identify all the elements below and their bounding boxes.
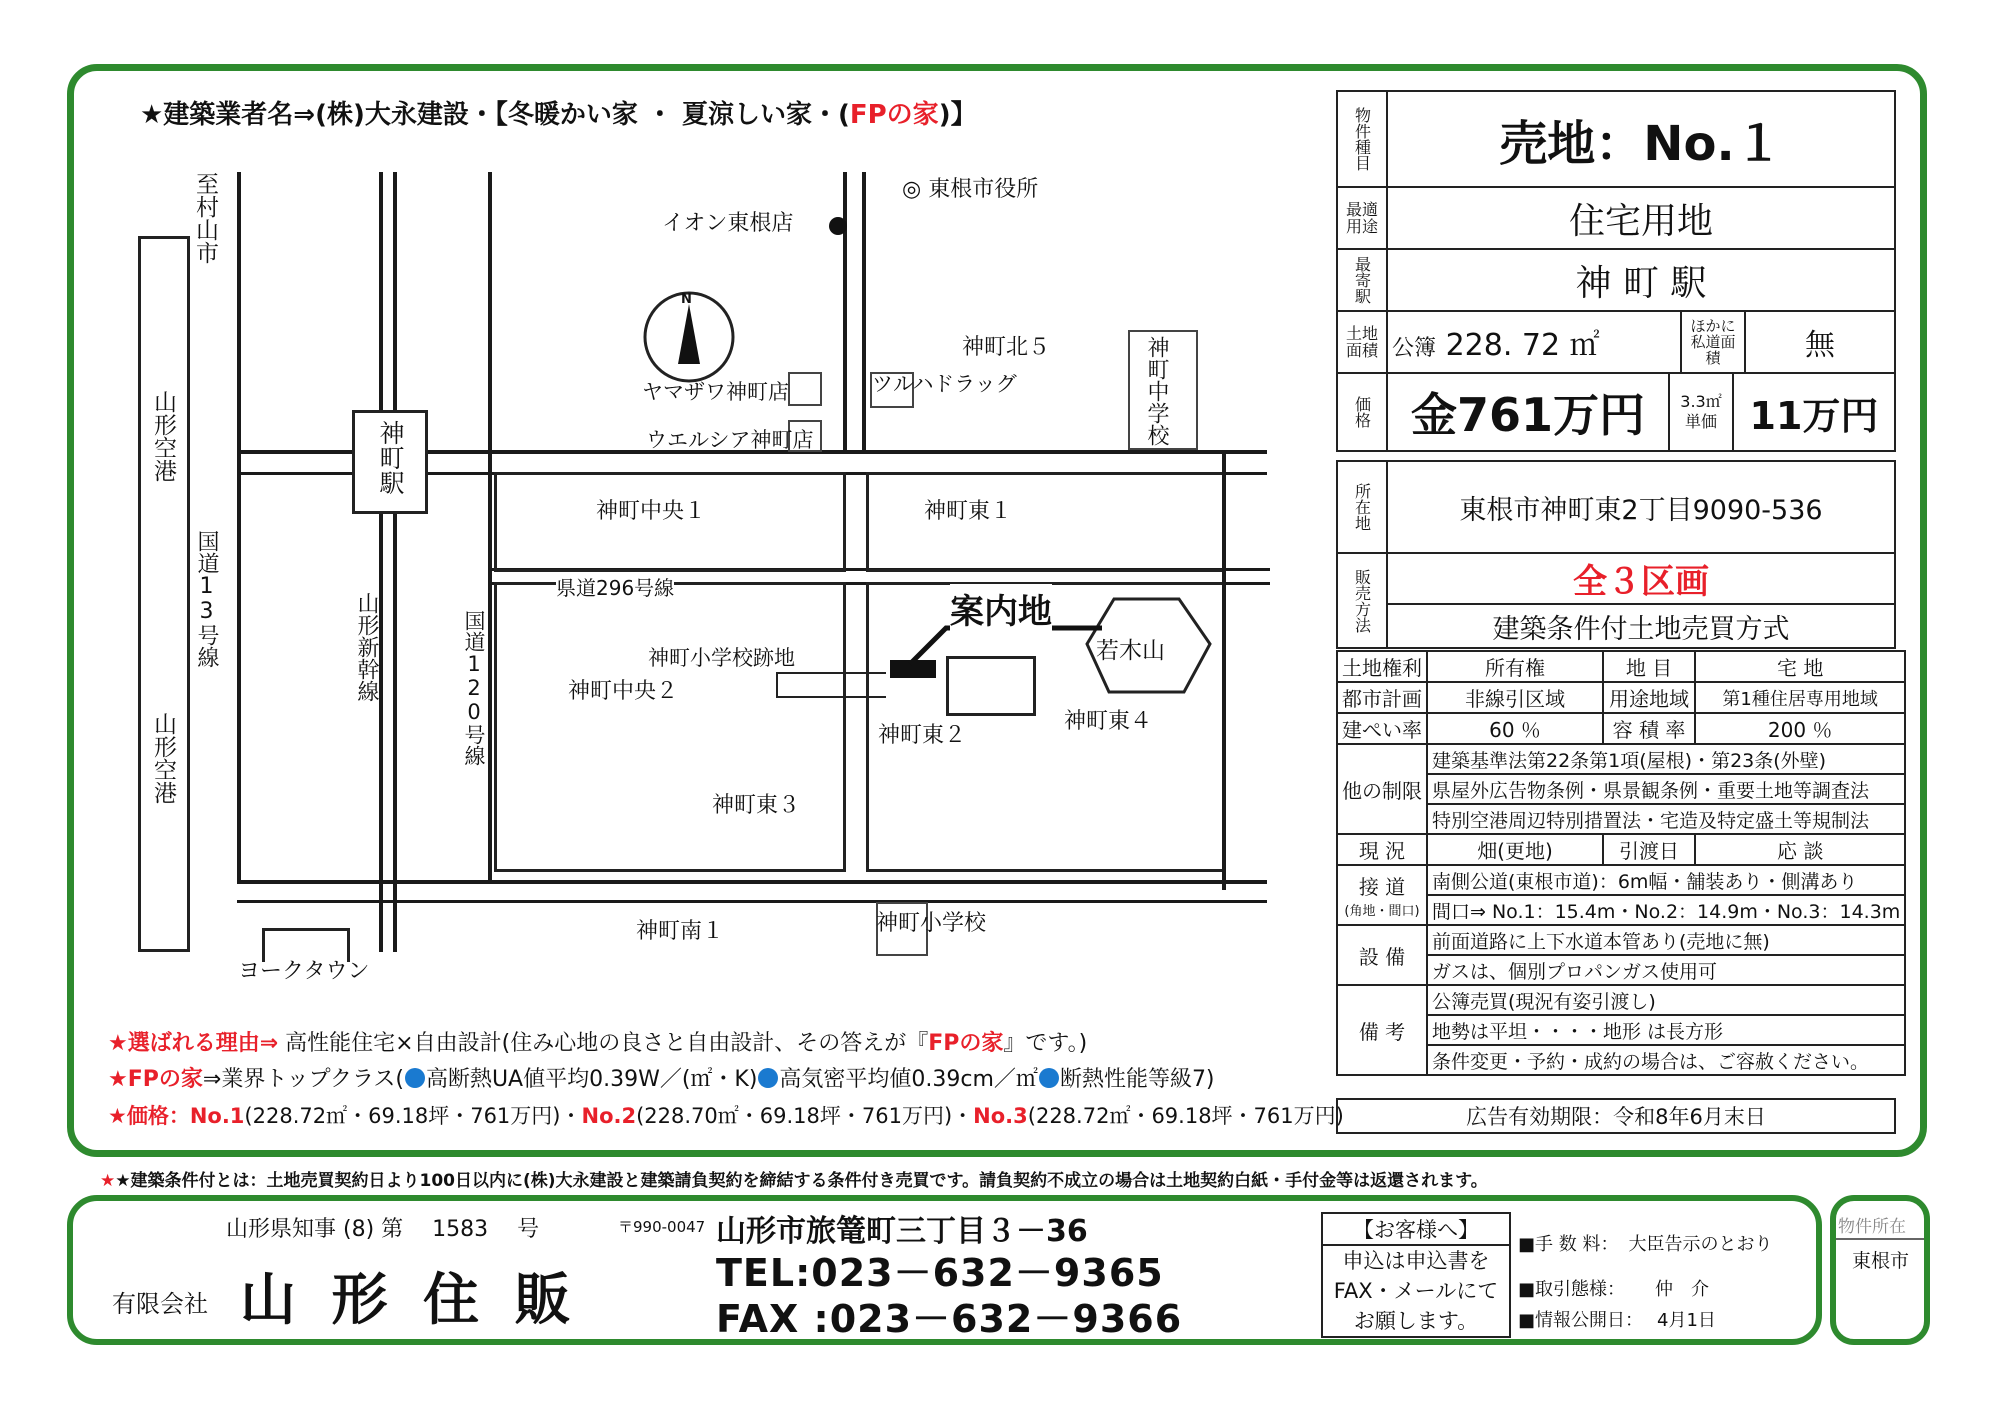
label-elem-school: 神町小学校 [876,911,987,936]
reason-line: ★選ばれる理由⇒ 高性能住宅×自由設計(住み心地の良さと自由設計、その答えが『FPの家』です。) [108,1031,1088,1056]
school-site-box [946,656,1036,716]
bullet-dot-icon [405,1068,425,1088]
label-route120: 国道120号線 [462,610,486,766]
shinkansen-rail-2 [393,172,397,952]
label-tsuruha: ツルハドラッグ [872,372,1017,396]
customer-box: 【お客様へ】 申込は申込書を FAX・メールにて お願します。 [1321,1212,1511,1338]
label-school-site: 神町小学校跡地 [648,646,795,670]
label-airport-1: 山形空港 [150,390,176,482]
fee-info: ■手 数 料： 大臣告示のとおり [1518,1234,1773,1255]
side-location-value: 東根市 [1852,1250,1910,1272]
label-wakagi: 若木山 [1096,638,1165,664]
use-value: 住宅用地 [1387,187,1895,249]
ad-period-table [1336,1098,1896,1134]
yamazawa-box [788,372,822,406]
station-value: 神 町 駅 [1387,249,1895,311]
private-road-value: 無 [1745,311,1895,373]
bullet-dot-icon [758,1068,778,1088]
label-chuo1: 神町中央１ [596,499,707,524]
label-higashi1: 神町東１ [924,499,1013,524]
unit-price-value: 11万円 [1733,373,1895,451]
label-minami1: 神町南１ [636,919,725,944]
sales-method: 建築条件付土地売買方式 [1387,604,1895,648]
block-higashi1 [866,472,1226,572]
airport-band [138,236,190,952]
label-higashi2: 神町東２ [878,723,967,748]
aeon-marker [829,217,847,235]
label-kita5: 神町北５ [962,335,1051,360]
label-north: N [681,292,692,307]
label-higashi4: 神町東４ [1064,709,1153,734]
road-v-aeon [843,172,847,452]
side-divider [1836,1238,1924,1240]
location-table: 所在地 東根市神町東2丁目9090-536 販売方法 全３区画 建築条件付土地売買方式 [1336,460,1896,649]
location-value: 東根市神町東2丁目9090-536 [1387,461,1895,553]
route120-road [488,172,492,882]
builder-line: ★建築業者名⇒(株)大永建設・【冬暖かい家 ・ 夏涼しい家・(FPの家)】 [140,100,977,130]
block-chuo2 [494,582,846,872]
sales-sections: 全３区画 [1387,553,1895,604]
road-v-right [1222,450,1226,890]
label-to-murayama: 至村山市 [192,172,218,264]
company-tel: TEL:023－632－9365 [716,1251,1164,1295]
label-airport-2: 山形空港 [150,712,176,804]
bullet-dot-icon [1039,1068,1059,1088]
area-value-cell: 公簿 228. 72 ㎡ [1387,311,1681,373]
label-chuo2: 神町中央２ [568,679,679,704]
shinkansen-rail [379,172,383,952]
label-shinkansen: 山形新幹線 [354,592,379,702]
route13-road [237,172,241,884]
company-prefix: 有限会社 [112,1290,208,1318]
label-station: 神町駅 [376,420,405,495]
school-site-path [776,672,886,698]
company-name: 山 形 住 販 [240,1268,579,1333]
company-fax: FAX :023－632－9366 [716,1297,1183,1341]
label-welcia: ウエルシア神町店 [646,428,814,452]
ad-period: 広告有効期限：令和8年6月末日 [1337,1099,1895,1133]
label-yorktown: ヨークタウン [238,959,370,984]
price-value: 金761万円 [1387,373,1669,451]
license-number: 山形県知事 (8) 第 1583 号 [226,1217,540,1242]
label-yamazawa: ヤマザワ神町店 [642,380,789,404]
road-h6 [237,900,1267,903]
label-city-hall: ◎ 東根市役所 [902,177,1039,202]
published-info: ■情報公開日： 4月1日 [1518,1310,1716,1331]
fp-line: ★FPの家⇒業界トップクラス( 高断熱UA値平均0.39W／(㎡・K) 高気密平均値0.39cm／㎡ 断熱性能等級7) [108,1067,1215,1092]
type-label-cell: 物件種目 [1337,91,1387,187]
disclaimer: ★★建築条件付とは：土地売買契約日より100日以内に(株)大永建設と建築請負契約を締結する条件付き売買です。請負契約不成立の場合は土地契約白紙・手付金等は返還されます。 [100,1171,1488,1191]
deal-info: ■取引態様： 仲 介 [1518,1279,1710,1300]
price-table: 価格 金761万円 3.3㎡ 単価 11万円 [1336,372,1896,452]
label-aeon: イオン東根店 [662,211,794,236]
label-route13: 国道13号線 [194,530,219,668]
side-location-label: 物件所在 [1838,1217,1906,1237]
label-higashi3: 神町東３ [712,793,801,818]
type-value: 売地：No.１ [1387,91,1895,187]
label-annai: 案内地 [950,584,1052,633]
property-summary-table: 物件種目 売地：No.１ 最適用途 住宅用地 最寄駅 神 町 駅 土地面積 公簿 228. 72 ㎡ ほかに私道面積 無 [1336,90,1896,374]
fp-house-highlight: FPの家 [849,100,939,130]
road-v-aeon-2 [862,172,866,452]
postal-code: 〒990-0047 [618,1218,706,1236]
label-jhs: 神町中学校 [1144,336,1169,446]
company-address: 山形市旅篭町三丁目３－36 [716,1214,1088,1249]
price-line: ★価格：No.1(228.72㎡・69.18坪・761万円)・No.2(228.70㎡・69.18坪・761万円)・No.3(228.72㎡・69.18坪・761万円) [108,1104,1344,1128]
details-table: 土地権利 所有権 地 目 宅 地 都市計画 非線引区域 用途地域 第1種住居専用地域 建ぺい率 60 ％ 容 積 率 200 ％ 他の制限 建築基準法第22条第1項(屋根)・第23条(外壁) 県屋外広告物条例・県景観条例・重要土地等調査法 特別空港周辺特別措置法・宅造及特定盛土等規制法 現 況 畑(更地) 引渡日 応 談 接 道 (角地・間口) 南側公道(東根市道)：6m幅・舗装あり・側溝あり 間口⇒ No.1：15.4m・No.2：14.9m・No.3：14.3m 設 備 前面道路に上下水道本管あり(売地に無) ガスは、個別プロパンガス使用可 備 考 公簿売買(現況有姿引渡し) 地勢は平坦・・・・地形 は長方形 条件変更・予約・成約の場合は、ご容赦ください。 [1336,650,1906,1076]
label-prefroad: 県道296号線 [556,572,674,601]
road-h5 [237,880,1267,884]
